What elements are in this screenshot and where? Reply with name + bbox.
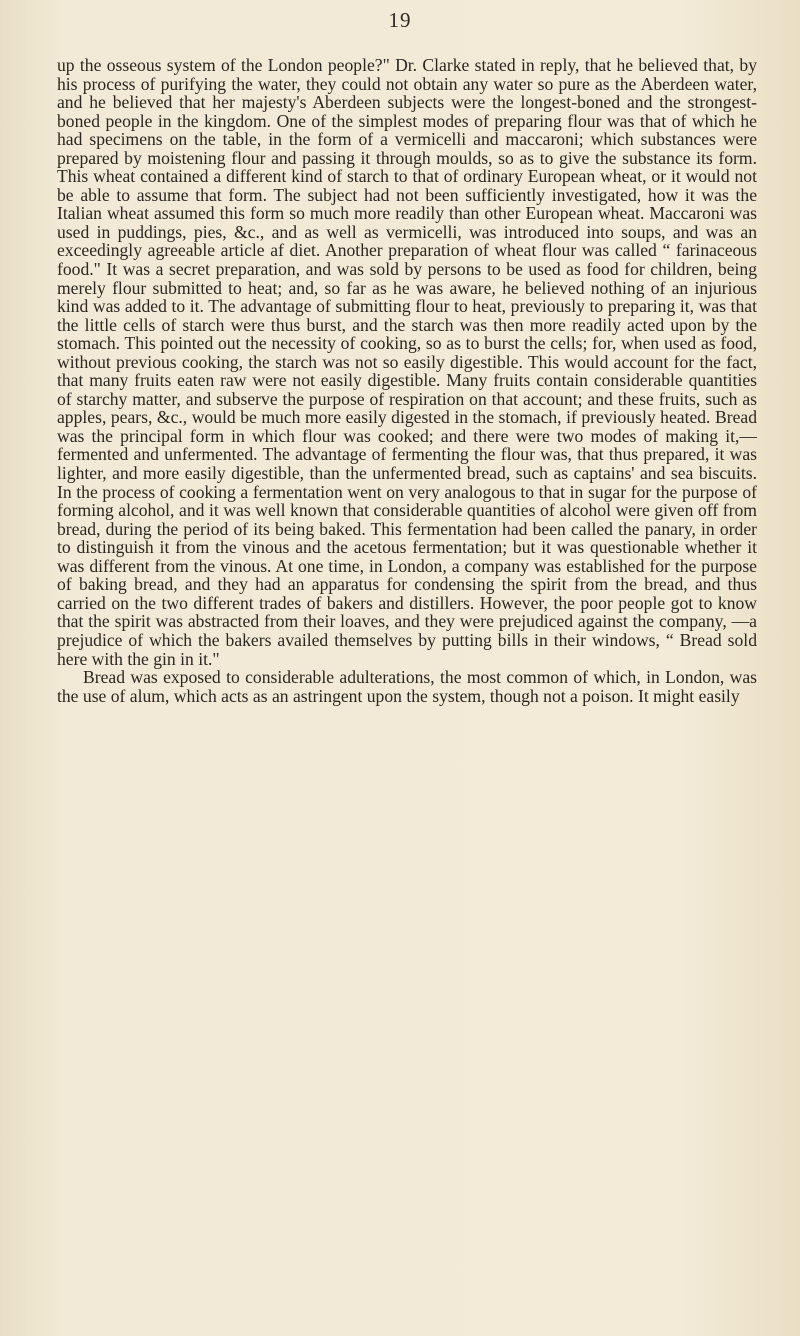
- body-text: [57, 56, 757, 705]
- page-number: 19: [388, 8, 412, 32]
- paragraph: up the osseous system of the London people?" Dr. Clarke stated in reply, that he believed that, by his process of purifying the water, they could not obtain any water so pure as the Aberdeen water, and he believed that her majesty's Aberdeen subjects were the longest-boned and the strongest-boned people in the kingdom. One of the simplest modes of preparing flour was that of which he had specimens on the table, in the form of a vermicelli and maccaroni; which substances were prepared by moistening flour and passing it through moulds, so as to give the substance its form. This wheat contained a different kind of starch to that of ordinary European wheat, or it would not be able to assume that form. The subject had not been sufficiently investigated, how it was the Italian wheat assumed this form so much more readily than other European wheat. Maccaroni was used in puddings, pies, &c., and as well as vermicelli, was introduced into soups, and was an exceedingly agreeable article af diet. Another preparation of wheat flour was called “ farinaceous food." It was a secret preparation, and was sold by persons to be used as food for children, being merely flour submitted to heat; and, so far as he was aware, he believed nothing of an injurious kind was added to it. The advantage of submitting flour to heat, previously to preparing it, was that the little cells of starch were thus burst, and the starch was then more readily acted upon by the stomach. This pointed out the necessity of cooking, so as to burst the cells; for, when used as food, without previous cooking, the starch was not so easily digestible. This would account for the fact, that many fruits eaten raw were not easily digestible. Many fruits contain considerable quantities of starchy matter, and subserve the purpose of respiration on that account; and these fruits, such as apples, pears, &c., would be much more easily digested in the stomach, if previously heated. Bread was the principal form in which flour was cooked; and there were two modes of making it,—fermented and unfermented. The advantage of fermenting the flour was, that thus prepared, it was lighter, and more easily digestible, than the unfermented bread, such as captains' and sea biscuits. In the process of cooking a fermentation went on very analogous to that in sugar for the purpose of forming alcohol, and it was well known that considerable quantities of alcohol were given off from bread, during the period of its being baked. This fermentation had been called the panary, in order to distinguish it from the vinous and the acetous fermentation; but it was questionable whether it was different from the vinous. At one time, in London, a company was established for the purpose of baking bread, and they had an apparatus for condensing the spirit from the bread, and thus carried on the two different trades of bakers and distillers. However, the poor people got to know that the spirit was abstracted from their loaves, and they were prejudiced against the company, —a prejudice of which the bakers availed themselves by putting bills in their windows, “ Bread sold here with the gin in it.": [57, 55, 757, 669]
- paragraph: Bread was exposed to considerable adulterations, the most common of which, in London, was the use of alum, which acts as an astringent upon the system, though not a poison. It might easily: [57, 667, 757, 706]
